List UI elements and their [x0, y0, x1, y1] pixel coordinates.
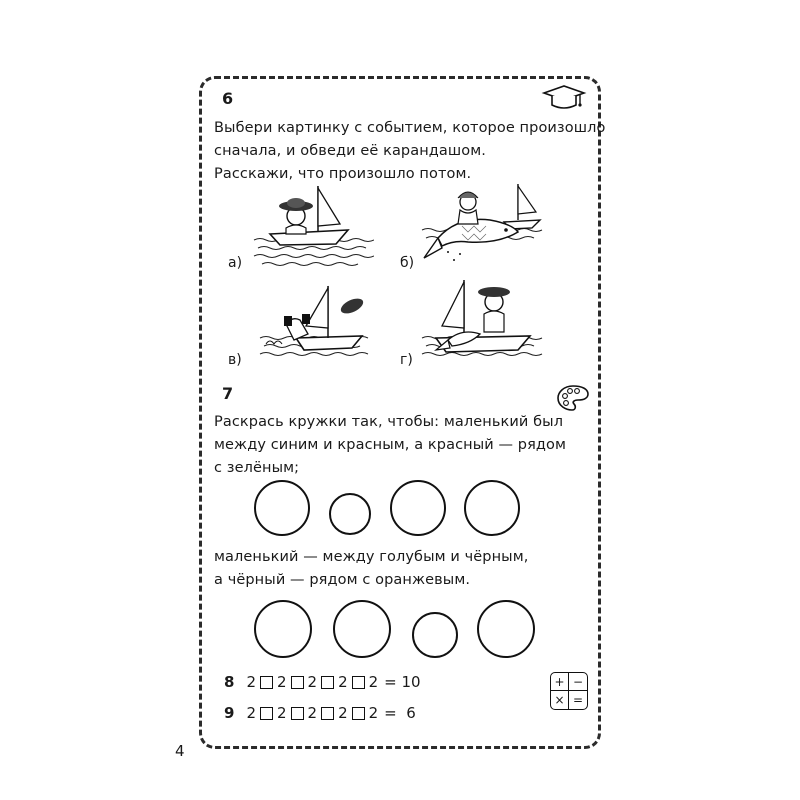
circle-6-large[interactable]: [333, 600, 391, 658]
task-7-line-2: между синим и красным, а красный — рядом: [214, 437, 567, 453]
picture-c-boy-falling: [256, 282, 374, 366]
task-8-equation: [224, 673, 421, 691]
picture-b-boy-on-fish: [418, 180, 546, 270]
page-number: 4: [175, 742, 185, 760]
operator-box[interactable]: [321, 676, 334, 689]
task-8-number: 8: [224, 673, 235, 691]
operand: 2: [368, 673, 379, 691]
task-7-line-1: Раскрась кружки так, чтобы: маленький был: [214, 414, 564, 430]
task-7-line-5: а чёрный — рядом с оранжевым.: [214, 572, 471, 588]
operand: 2: [276, 704, 287, 722]
operator-box[interactable]: [352, 676, 365, 689]
operator-box[interactable]: [260, 707, 273, 720]
task-7-instructions-part-1: [214, 411, 566, 480]
multiply-icon: ×: [551, 691, 569, 709]
arithmetic-operations-icon: [550, 672, 588, 710]
task-6-line-2: сначала, и обведи её карандашом.: [214, 143, 486, 159]
operator-box[interactable]: [321, 707, 334, 720]
equals-icon: =: [572, 693, 584, 707]
task-6-number: 6: [222, 89, 234, 108]
picture-c-label: в): [228, 352, 242, 368]
operand: 2: [276, 673, 287, 691]
task-8-result: = 10: [384, 673, 421, 691]
circle-7-small[interactable]: [412, 612, 458, 658]
operand: 2: [246, 704, 256, 722]
picture-d-boy-with-fish: [418, 276, 546, 370]
circle-1-large[interactable]: [254, 480, 310, 536]
task-9-result: = 6: [384, 704, 416, 722]
graduation-cap-icon: [541, 83, 587, 113]
operator-box[interactable]: [291, 707, 304, 720]
palette-icon: [556, 384, 590, 412]
circle-2-small[interactable]: [329, 493, 371, 535]
circle-5-large[interactable]: [254, 600, 312, 658]
task-9-equation: [224, 704, 416, 722]
task-6-line-1: Выбери картинку с событием, которое произошло: [214, 120, 606, 136]
operator-box[interactable]: [291, 676, 304, 689]
circle-4-large[interactable]: [464, 480, 520, 536]
operand: 2: [246, 673, 256, 691]
task-7-instructions-part-2: [214, 546, 528, 592]
task-7-number: 7: [222, 384, 234, 403]
task-6-instructions: [214, 117, 605, 186]
picture-a-boy-in-boat: [252, 182, 374, 270]
plus-icon: +: [551, 673, 569, 691]
operand: 2: [368, 704, 379, 722]
circle-3-large[interactable]: [390, 480, 446, 536]
task-7-line-4: маленький — между голубым и чёрным,: [214, 549, 529, 565]
picture-a-label: а): [228, 255, 243, 271]
operand: 2: [338, 704, 348, 722]
circle-8-large[interactable]: [477, 600, 535, 658]
minus-icon: −: [569, 673, 587, 691]
task-6-line-3: Расскажи, что произошло потом.: [214, 166, 472, 182]
operator-box[interactable]: [260, 676, 273, 689]
task-7-line-3: с зелёным;: [214, 460, 300, 476]
picture-b-label: б): [400, 255, 415, 271]
operand: 2: [338, 673, 348, 691]
operand: 2: [307, 673, 318, 691]
operator-box[interactable]: [352, 707, 365, 720]
operand: 2: [307, 704, 318, 722]
picture-d-label: г): [400, 352, 413, 368]
task-9-number: 9: [224, 704, 235, 722]
